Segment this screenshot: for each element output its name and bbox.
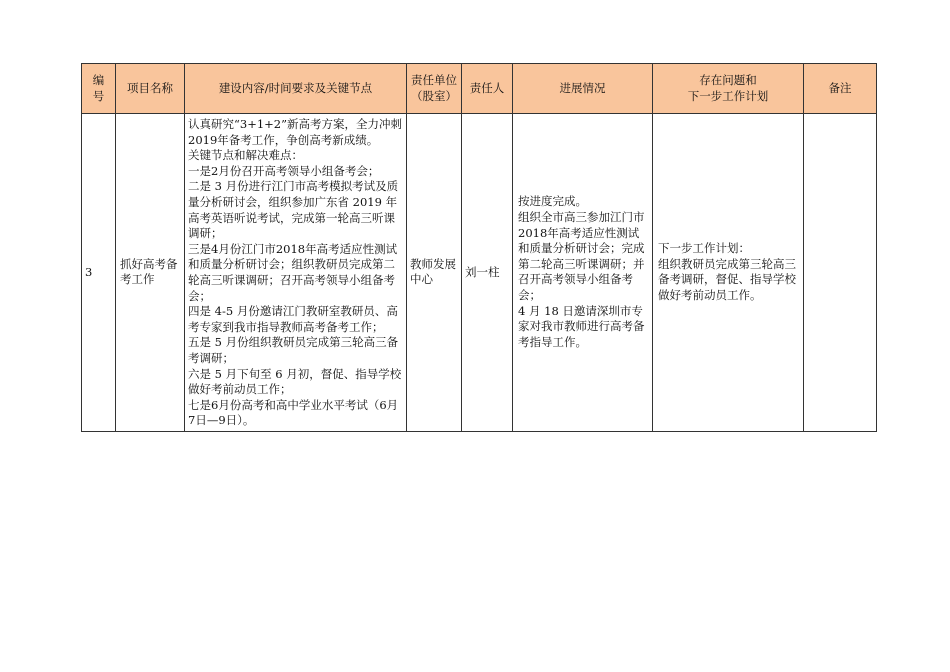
cell-remark <box>804 114 877 432</box>
header-issues-line-1: 存在问题和 <box>699 72 757 87</box>
header-row <box>82 64 877 114</box>
content-line: 四是 4-5 月份邀请江门教研室教研员、高考专家到我市指导教师高考备考工作； <box>188 304 398 334</box>
content-line: 六是 5 月下旬至 6 月初，督促、指导学校做好考前动员工作； <box>188 366 402 397</box>
table-row <box>82 114 877 432</box>
cell-project: 抓好高考备考工作 <box>116 114 185 432</box>
cell-content <box>185 114 407 432</box>
content-line: 三是4月份江门市2018年高考适应性测试和质量分析研讨会；组织教研员完成第二轮高三听课调研；召开高考领导小组备考会； <box>188 241 398 303</box>
header-project: 项目名称 <box>116 64 185 114</box>
cell-issues <box>653 114 804 432</box>
cell-person: 刘一柱 <box>462 114 513 432</box>
header-num-line-1: 编 <box>92 72 105 87</box>
header-person: 责任人 <box>462 64 513 114</box>
work-plan-table <box>81 63 877 432</box>
header-issues-line-2: 下一步工作计划 <box>687 88 769 103</box>
content-line: 五是 5 月份组织教研员完成第三轮高三备考调研； <box>188 335 399 365</box>
content-line: 认真研究“3+1+2”新高考方案，全力冲刺2019年备考工作，争创高考新成绩。 <box>188 117 402 147</box>
content-line: 七是6月份高考和高中学业水平考试（6月7日—9日）。 <box>188 397 399 428</box>
content-line: 二是 3 月份进行江门市高考模拟考试及质量分析研讨会，组织参加广东省 2019 年高考英语听说考试，完成第一轮高三听课调研； <box>188 179 399 241</box>
header-issues <box>653 64 804 114</box>
cell-progress <box>513 114 653 432</box>
header-unit <box>407 64 462 114</box>
content-line: 一是2月份召开高考领导小组备考会； <box>188 163 380 178</box>
header-content: 建设内容/时间要求及关键节点 <box>185 64 407 114</box>
progress-line: 按进度完成。 <box>518 194 587 209</box>
header-num-line-2: 号 <box>92 88 105 103</box>
header-unit-line-2: （股室） <box>411 88 457 103</box>
header-unit-line-1: 责任单位 <box>411 72 457 87</box>
progress-line: 4 月 18 日邀请深圳市专家对我市教师进行高考备考指导工作。 <box>518 303 645 349</box>
header-num <box>82 64 116 114</box>
issues-line: 组织教研员完成第三轮高三备考调研，督促、指导学校做好考前动员工作。 <box>658 256 796 303</box>
header-progress: 进展情况 <box>513 64 653 114</box>
issues-line: 下一步工作计划： <box>658 241 750 256</box>
cell-num: 3 <box>82 114 116 432</box>
content-line: 关键节点和解决难点： <box>188 148 303 163</box>
cell-unit: 教师发展中心 <box>407 114 462 432</box>
header-remark: 备注 <box>804 64 877 114</box>
progress-line: 组织全市高三参加江门市2018年高考适应性测试和质量分析研讨会；完成第二轮高三听课调研；并召开高考领导小组备考会； <box>518 210 645 303</box>
